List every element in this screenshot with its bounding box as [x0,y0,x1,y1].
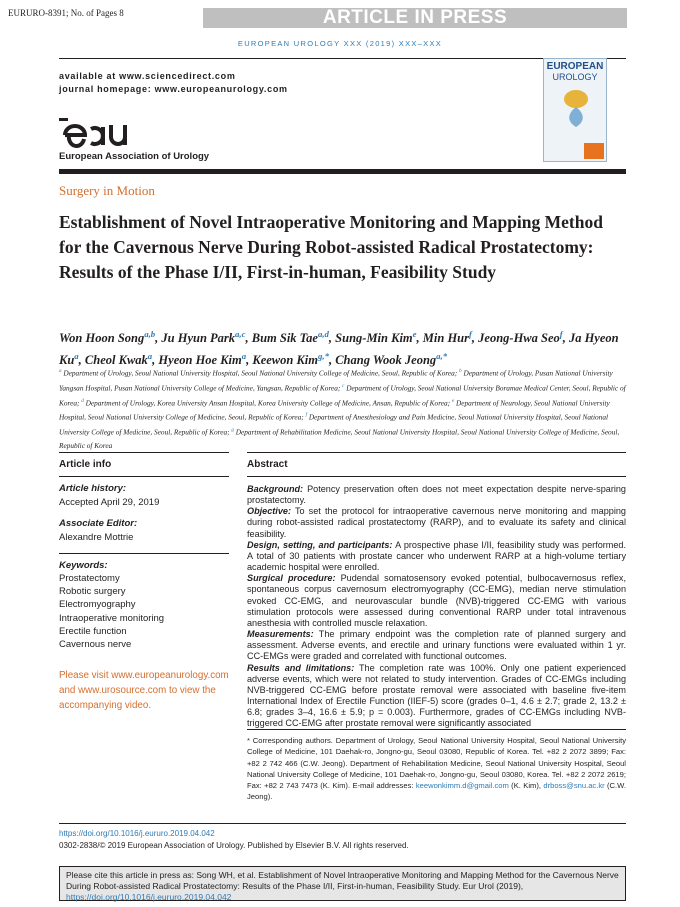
keywords-label: Keywords: [59,560,108,571]
author-name: Hyeon Hoe Kim [158,353,242,368]
abstract-section-label: Results and limitations: [247,662,355,673]
affiliation-text: Department of Rehabilitation Medicine, Seoul National University Hospital, Seoul National University College of Medicine, Seoul, Republic of Korea [59,427,620,451]
abstract-section-label: Measurements: [247,629,314,640]
author-affiliation-marker[interactable]: f [559,329,563,339]
citation-text: Please cite this article in press as: Song WH, et al. Establishment of Novel Intraoperative Monitoring and Mapping Method for the Cavernous Nerve During Robot-assisted Radical Prostatectomy: Results of the Phase I/II, First-in-human, Feasibility Study. Eur Urol (2019), [66,870,619,891]
abstract-section [247,484,626,506]
article-history-label: Article history: [59,483,127,494]
abstract-section [247,540,626,573]
author-name: Ju Hyun Park [161,331,236,346]
abstract-section-label: Surgical procedure: [247,573,336,584]
author-name: Sung-Min Kim [335,331,413,346]
author-affiliation-marker[interactable]: a,c [235,329,246,339]
email-link-kim[interactable]: keewonkimm.d@gmail.com [415,781,509,791]
abstract-section [247,629,626,662]
keyword-item: Intraoperative monitoring [59,612,165,624]
keyword-item: Robotic surgery [59,586,126,598]
abstract-heading: Abstract [247,459,288,470]
society-name: European Association of Urology [59,151,210,162]
video-link-note[interactable]: Please visit www.europeanurology.com and www.urosource.com to view the accompanying video. [59,670,229,711]
affiliation-marker: a [59,368,62,374]
affiliation-marker: b [459,368,462,374]
abstract-section-label: Objective: [247,506,291,517]
author-affiliation-marker[interactable]: e [412,329,417,339]
correspondence-note [247,735,626,803]
affiliation-marker: f [305,412,307,419]
journal-cover-thumbnail[interactable] [543,58,607,162]
affiliation-text: Department of Urology, Pusan National University Yangsan Hospital, Pusan National University College of Medicine, Yangsan, Republic of Korea; [59,368,613,393]
author-name: Bum Sik Tae [251,331,318,346]
author-name: Chang Wook Jeong [335,353,437,368]
abstract-section-text: Potency preservation often does not meet expectation despite nerve-sparing prostatectomy. [247,484,626,506]
article-info-heading: Article info [59,459,112,470]
affiliation-text: Department of Urology, Seoul National University Boramae Medical Center, Seoul, Republic of Korea; [59,383,626,408]
author-name: Cheol Kwak [84,353,148,368]
email1-suffix: (K. Kim), [508,781,544,791]
top-divider [59,58,626,59]
author-affiliation-marker[interactable]: g,* [318,351,329,362]
article-info-top-rule [59,452,229,453]
running-header-id: EURURO-8391; No. of Pages 8 [8,8,124,18]
author-affiliation-marker[interactable]: a [147,351,153,362]
cover-badge [584,143,604,159]
author-name: Keewon Kim [252,353,319,368]
author-name: Min Hur [422,331,469,346]
abstract-section-text: The completion rate was 100%. Only one patient experienced adverse events, which were not related to study intervention. Grades of CC-EMGs including NVB-triggered CC-EMG before prostate removal were associated with baseline five-item International Index of Erectile Function (IIEF-5) score (grades 0–1, 4.6 ± 2.7; grade 2, 13.2 ± 6.8; grades 3–4, 16.6 ± 5.9; p = 0.003). Furthermore, grades of CC-EMGs including NVB-triggered CC-EMG after prostate removal were significantly associated [247,662,626,729]
abstract-section [247,506,626,539]
abstract-section-text: Pudendal somatosensory evoked potential, bulbocavernosus reflex, spontaneous corpus cavernosum electromyography (CC-EMG), median nerve stimulation evoked CC-EMG, and neurovascular bundle (NVB)-triggered CC-EMG with various stimulation protocols were assessed during conventional RARP under total intravenous anesthesia with controlled muscle relaxation. [247,573,626,628]
abstract-body [247,484,626,729]
citation-doi-link[interactable]: https://doi.org/10.1016/j.eururo.2019.04.042 [66,892,232,902]
author-affiliation-marker[interactable]: a,b [144,329,156,339]
email2-suffix: (C.W. Jeong). [247,781,627,802]
affiliation-marker: e [451,397,455,404]
keyword-item: Prostatectomy [59,573,120,584]
author-affiliation-marker[interactable]: a [241,351,247,362]
email-link-jeong[interactable]: drboss@snu.ac.kr [543,781,605,791]
keyword-item: Cavernous nerve [59,639,132,651]
available-at-line: available at www.sciencedirect.com [59,71,236,81]
journal-line: EUROPEAN UROLOGY XXX (2019) XXX–XXX [237,39,443,48]
header-thick-rule [59,169,626,174]
abstract-section [247,573,626,629]
affiliation-text: Department of Neurology, Seoul National University Hospital, Seoul National University College of Medicine, Seoul, Republic of Korea; [59,398,610,422]
abstract-section-text: The primary endpoint was the completion rate of planned surgery and assessment. Adverse events, and erectile and urinary functions were evaluated within 1 yr. CC-EMGs were graded and correlated with functional outcomes. [247,629,626,662]
author-affiliation-marker[interactable]: a,* [436,351,448,362]
associate-editor-label: Associate Editor: [59,518,138,529]
abstract-section-label: Design, setting, and participants: [247,539,393,550]
author-affiliation-marker[interactable]: a [74,351,79,362]
abstract-heading-rule [247,476,626,477]
keyword-item: Erectile function [59,625,127,637]
abstract-top-rule [247,452,626,453]
abstract-section-text: A prospective phase I/II, feasibility study was performed. A total of 30 patients with prostate cancer who underwent RARP at a high-volume tertiary academic hospital were enrolled. [247,539,627,573]
affiliation-text: Department of Urology, Korea University Ansan Hospital, Korea University College of Medicine, Ansan, Republic of Korea; [83,398,452,408]
email-prefix: E-mail addresses: [352,781,416,791]
cover-illustration [556,85,596,129]
article-info-heading-rule [59,476,229,477]
abstract-section-text: To set the protocol for intraoperative cavernous nerve monitoring and mapping during robot-assisted radical prostatectomy (RARP), and to evaluate its safety and clinical feasibility. [247,506,626,539]
keyword-list [59,572,164,651]
article-in-press-banner: ARTICLE IN PRESS [203,8,627,28]
correspondence-text: * Corresponding authors. Department of Urology, Seoul National University Hospital, Seoul National University College of Medicine, 101 Daehak-ro, Jongno-gu, Seoul 03080, Republic of Korea. Tel. +82 2 2072 3899; Fax: +82 2 742 466 (C.W. Jeong). Department of Rehabilitation Medicine, Seoul National University Hospital, Seoul National University College of Medicine, 101 Daehak-ro, Jongno-gu, Seoul 03080, Korea. Tel. +82 2 2072 2619; Fax: +82 2 743 7473 (K. Kim). [247,736,626,791]
keywords-rule [59,553,229,554]
author-affiliation-marker[interactable]: a,d [317,329,329,339]
footer-rule [59,823,626,824]
associate-editor-value: Alexandre Mottrie [59,532,134,543]
affiliations [59,365,627,453]
author-name: Jeong-Hwa Seo [478,331,560,346]
author-list: Won Hoon Song$^{a,b}$, Ju Hyun Park$^{a,c}$, Bum Sik Tae$^{a,d}$, Sung-Min Kim$^e$, Min Hur$^f$, Jeong-Hwa Seo$^f$, Ja Hyeon Ku$^a$, Cheol Kwak$^a$, Hyeon Hoe Kim$^a$, Keewon Kim$^{g,*}$, Chang Wook Jeong$^{a,*}$ [59,329,619,368]
keyword-item: Electromyography [59,599,136,611]
cover-title: EUROPEAN [546,61,604,72]
citation-box [59,866,626,901]
journal-homepage-line: journal homepage: www.europeanurology.com [59,84,288,94]
affiliation-marker: g [231,427,234,434]
affiliation-marker: d [81,397,84,404]
cover-subtitle: UROLOGY [552,72,598,82]
abstract-section [247,663,626,730]
doi-link[interactable]: https://doi.org/10.1016/j.eururo.2019.04.042 [59,829,215,838]
copyright-line: 0302-2838/© 2019 European Association of Urology. Published by Elsevier B.V. All rights reserved. [59,841,409,850]
affiliation-text: Department of Urology, Seoul National University Hospital, Seoul National University College of Medicine, Seoul, Republic of Korea; [61,368,460,378]
article-history-value: Accepted April 29, 2019 [59,497,160,508]
author-affiliation-marker[interactable]: f [469,329,472,339]
author-name: Won Hoon Song [59,331,145,346]
author-name: Ja Hyeon Ku [59,331,619,368]
correspondence-rule [247,729,626,730]
abstract-section-label: Background: [247,484,304,494]
paper-title: Establishment of Novel Intraoperative Monitoring and Mapping Method for the Cavernous Nerve During Robot-assisted Radical Prostatectomy: Results of the Phase I/II, First-in-human, Feasibility Study [59,212,603,282]
affiliation-text: Department of Anesthesiology and Pain Medicine, Seoul National University Hospital, Seoul National University College of Medicine, Seoul, Republic of Korea; [59,412,609,437]
section-label: Surgery in Motion [59,183,155,198]
eau-logo [59,117,139,149]
affiliation-marker: c [342,382,345,389]
